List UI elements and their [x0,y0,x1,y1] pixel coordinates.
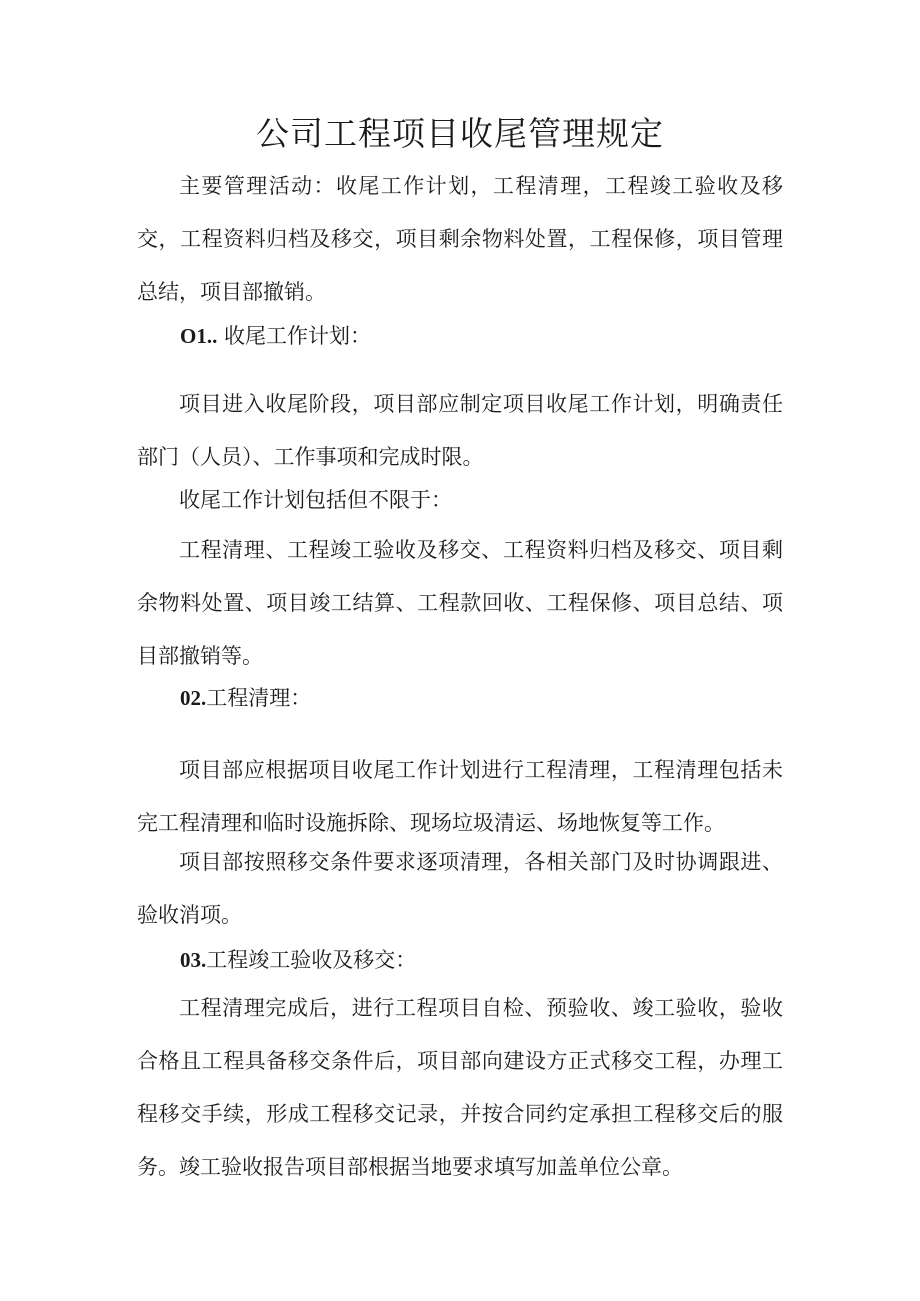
section-1-title: 收尾工作计划： [224,324,372,348]
section-2-number: 02. [180,686,207,710]
section-2-heading [180,678,311,718]
section-2-paragraph-2: 项目部按照移交条件要求逐项清理，各相关部门及时协调跟进、验收消项。 [137,850,783,927]
section-1-heading [180,316,371,356]
document-title: 公司工程项目收尾管理规定 [256,114,664,153]
section-1-paragraph-3: 工程清理、工程竣工验收及移交、工程资料归档及移交、项目剩余物料处置、项目竣工结算、工程款回收、工程保修、项目总结、项目部撤销等。 [137,538,783,668]
section-1-paragraph-2: 收尾工作计划包括但不限于： [179,488,452,512]
section-3-paragraph-1: 工程清理完成后，进行工程项目自检、预验收、竣工验收，验收合格且工程具备移交条件后，项目部向建设方正式移交工程，办理工程移交手续，形成工程移交记录，并按合同约定承担工程移交后的服务。竣工验收报告项目部根据当地要求填写加盖单位公章。 [137,996,783,1179]
section-2-paragraph-1: 项目部应根据项目收尾工作计划进行工程清理，工程清理包括未完工程清理和临时设施拆除、现场垃圾清运、场地恢复等工作。 [137,758,783,835]
section-3-title: 工程竣工验收及移交： [206,948,417,972]
section-1-paragraph-1: 项目进入收尾阶段，项目部应制定项目收尾工作计划，明确责任部门（人员）、工作事项和完成时限。 [137,392,783,469]
section-1-number: O1.. [180,324,218,348]
section-3-heading [180,940,416,980]
intro-paragraph: 主要管理活动：收尾工作计划，工程清理，工程竣工验收及移交，工程资料归档及移交，项目剩余物料处置，工程保修，项目管理总结，项目部撤销。 [137,174,783,304]
section-2-title: 工程清理： [206,686,312,710]
section-3-number: 03. [180,948,207,972]
